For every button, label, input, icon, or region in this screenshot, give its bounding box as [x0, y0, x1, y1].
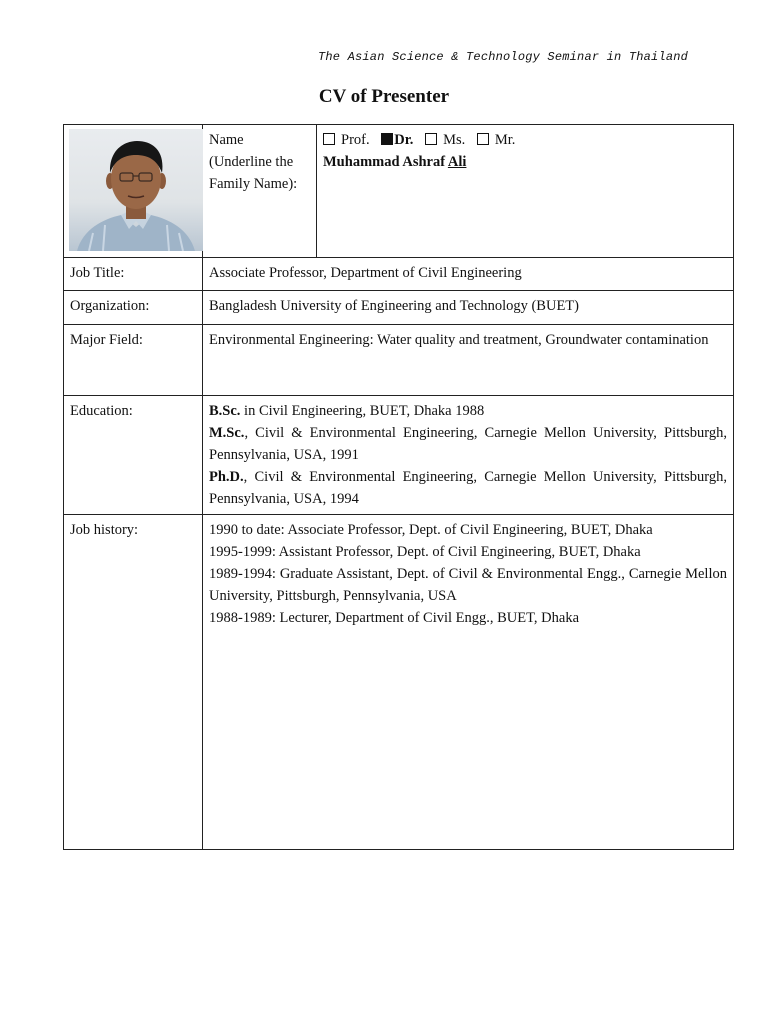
title-option-ms: Ms.	[425, 132, 465, 148]
family-name: Ali	[447, 154, 467, 170]
name-row	[64, 125, 734, 258]
education-item: Ph.D., Civil & Environmental Engineering, Carnegie Mellon University, Pittsburgh, Pennsylvania, USA, 1994	[209, 469, 727, 507]
education-item: B.Sc. in Civil Engineering, BUET, Dhaka 1988	[209, 403, 485, 419]
photo-cell	[64, 125, 203, 258]
title-option-dr: Dr.	[381, 132, 413, 148]
given-name: Muhammad Ashraf	[323, 154, 446, 170]
job-history-value	[203, 515, 734, 850]
title-option-mr: Mr.	[477, 132, 516, 148]
education-row	[64, 396, 734, 515]
checkbox-ms	[425, 133, 437, 145]
major-field-value: Environmental Engineering: Water quality and treatment, Groundwater contamination	[203, 325, 734, 396]
job-history-item: 1995-1999: Assistant Professor, Dept. of Civil Engineering, BUET, Dhaka	[209, 544, 641, 560]
organization-label: Organization:	[64, 291, 203, 325]
seminar-header: The Asian Science & Technology Seminar in Thailand	[318, 50, 689, 64]
cv-table	[63, 124, 734, 850]
checkbox-dr	[381, 133, 393, 145]
job-history-label: Job history:	[64, 515, 203, 850]
presenter-photo	[69, 129, 203, 251]
job-title-value: Associate Professor, Department of Civil Engineering	[203, 258, 734, 291]
title-option-prof: Prof.	[323, 132, 370, 148]
checkbox-mr	[477, 133, 489, 145]
name-value-cell	[317, 125, 734, 258]
education-label: Education:	[64, 396, 203, 515]
job-history-item: 1988-1989: Lecturer, Department of Civil Engg., BUET, Dhaka	[209, 610, 580, 626]
organization-value: Bangladesh University of Engineering and Technology (BUET)	[203, 291, 734, 325]
job-history-item: 1989-1994: Graduate Assistant, Dept. of Civil & Environmental Engg., Carnegie Mellon University, Pittsburgh, Pennsylvania, USA	[209, 566, 727, 604]
major-field-row	[64, 325, 734, 396]
page-title: CV of Presenter	[318, 86, 450, 107]
name-label-cell	[203, 125, 317, 258]
job-history-item: 1990 to date: Associate Professor, Dept. of Civil Engineering, BUET, Dhaka	[209, 522, 653, 538]
organization-row	[64, 291, 734, 325]
job-history-row	[64, 515, 734, 850]
title-options	[323, 129, 727, 151]
education-value	[203, 396, 734, 515]
job-title-label: Job Title:	[64, 258, 203, 291]
major-field-label: Major Field:	[64, 325, 203, 396]
presenter-name	[323, 151, 727, 173]
checkbox-prof	[323, 133, 335, 145]
education-item: M.Sc., Civil & Environmental Engineering, Carnegie Mellon University, Pittsburgh, Pennsylvania, USA, 1991	[209, 425, 727, 463]
name-label: Name (Underline the Family Name):	[209, 132, 298, 192]
job-title-row	[64, 258, 734, 291]
